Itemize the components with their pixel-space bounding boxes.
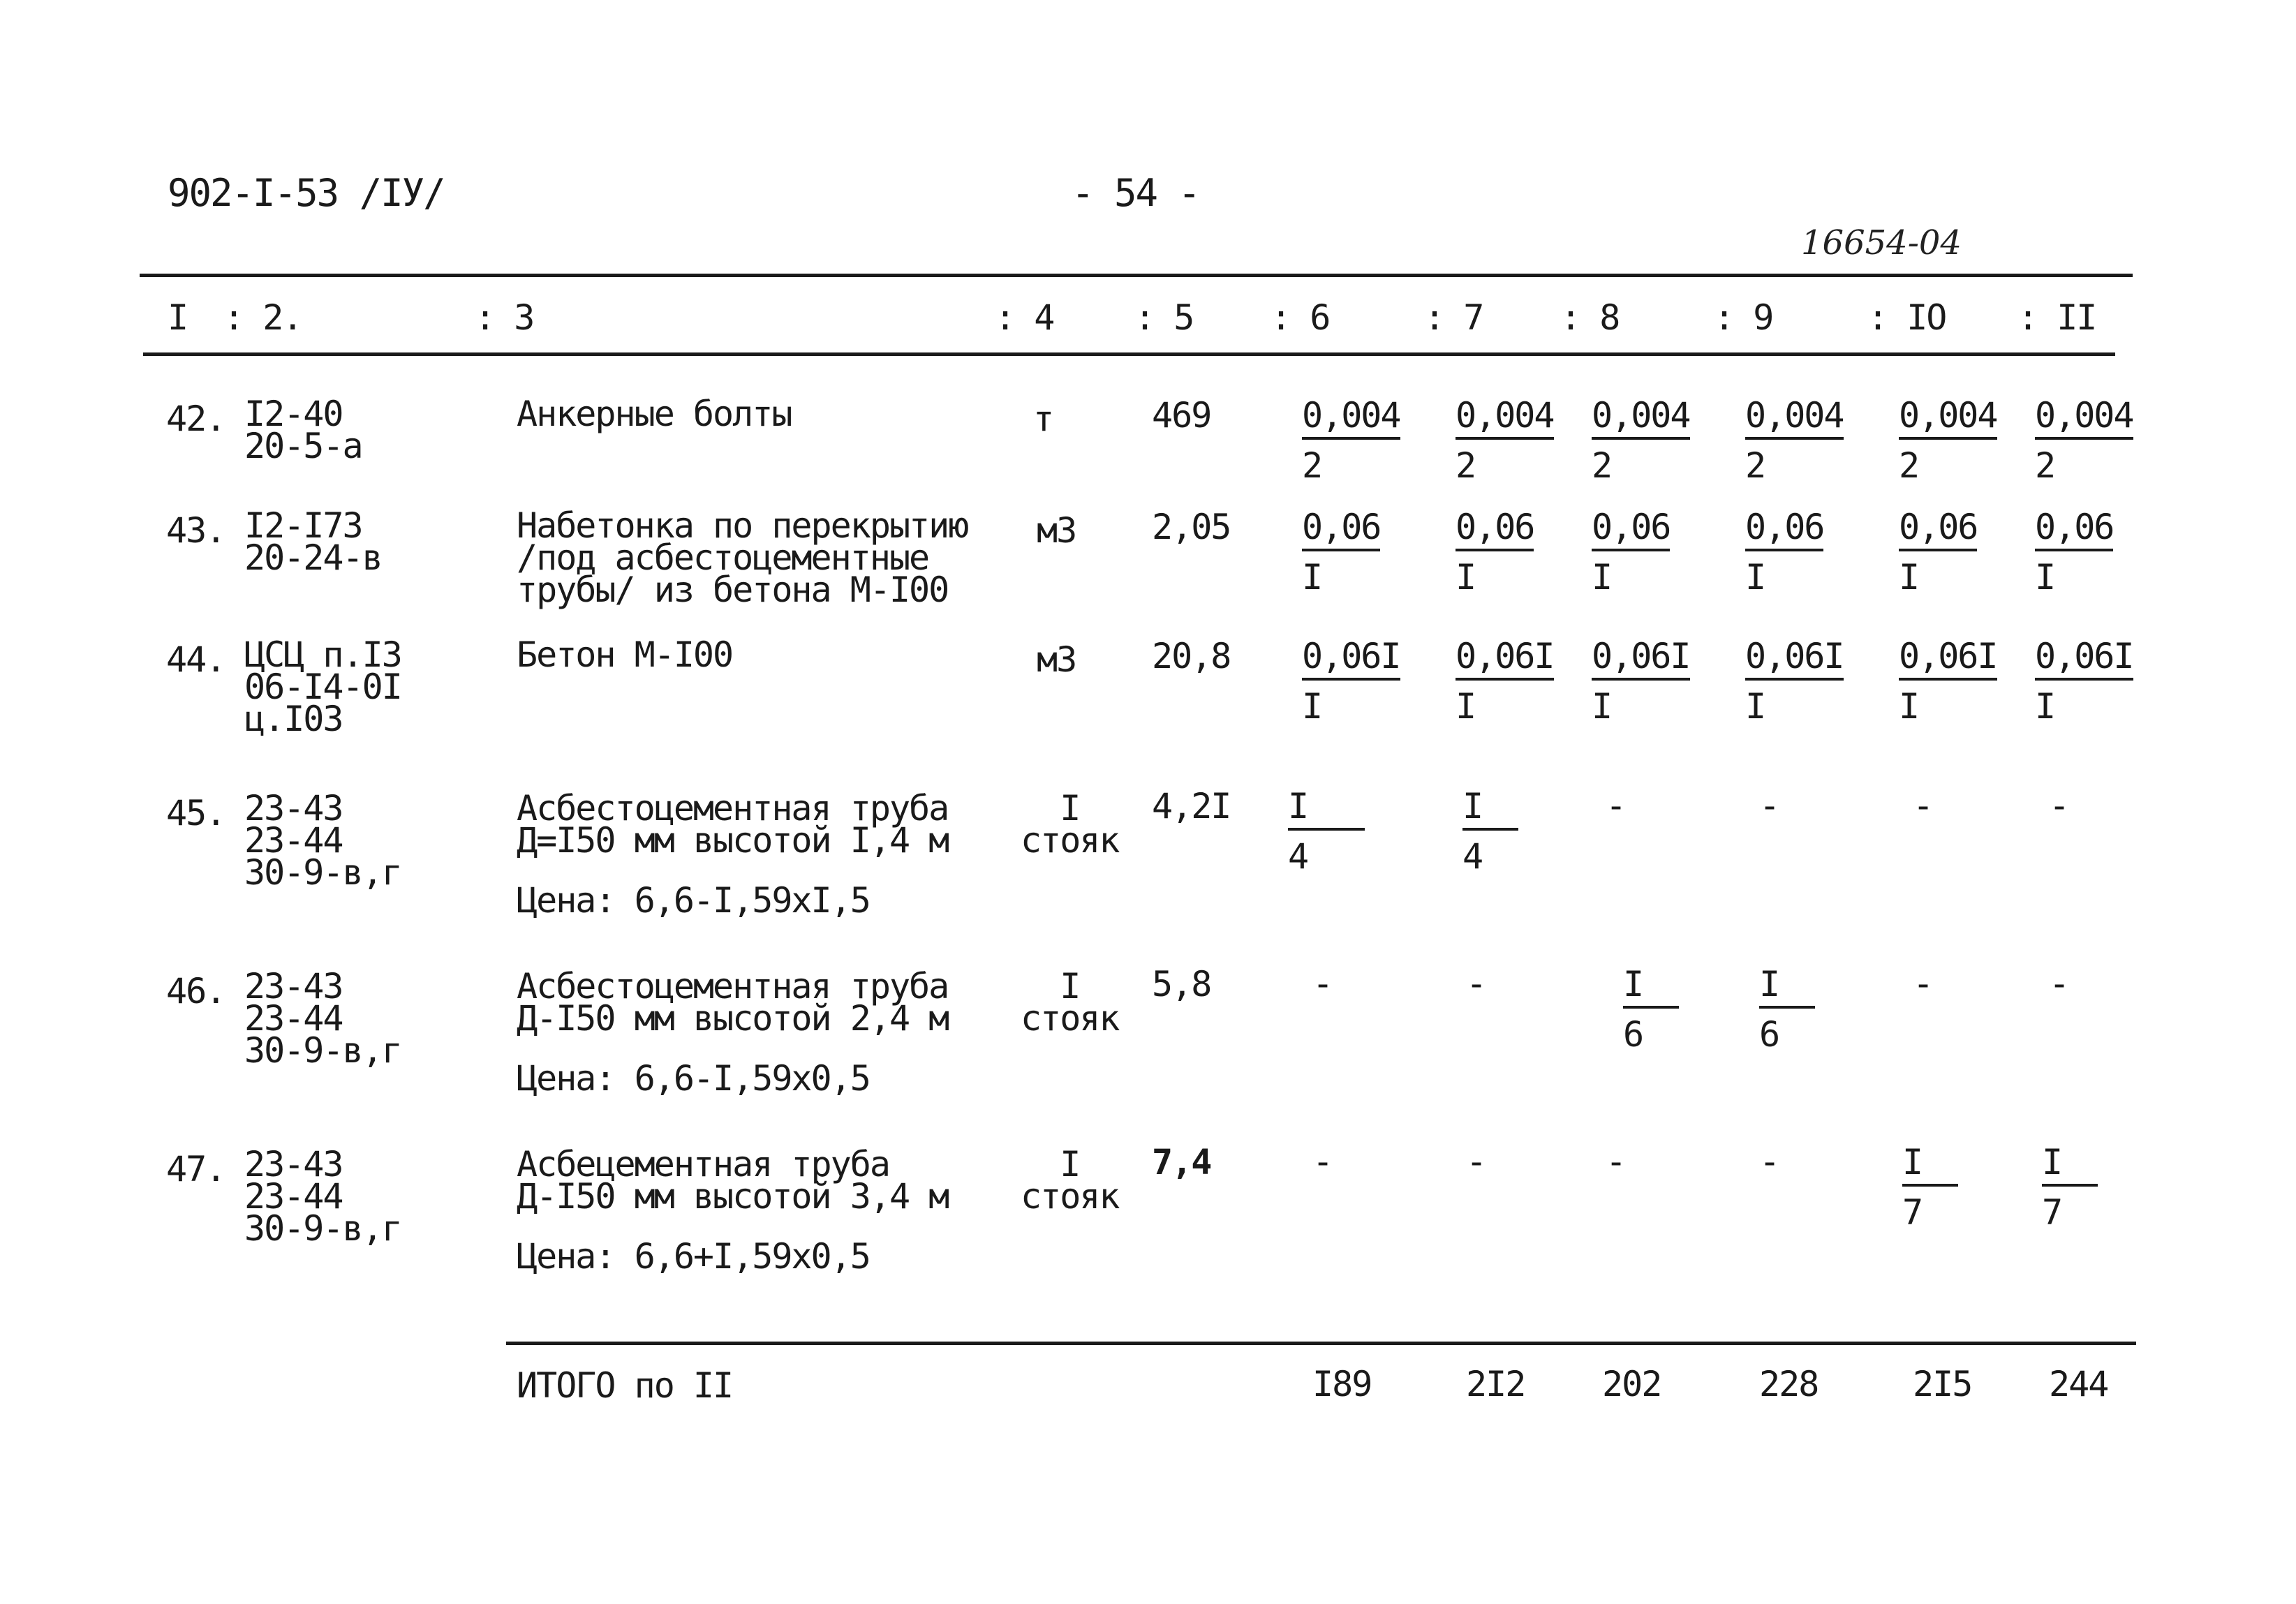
row-price: 5,8 <box>1152 964 1211 1004</box>
row-fraction-10: $\frac{0,004}{2}$ <box>1899 395 1997 486</box>
row-unit: I стояк <box>1021 966 1119 1039</box>
row-fraction-6: $\frac{0,004}{2}$ <box>1302 395 1400 486</box>
col-header-10: : IO <box>1867 297 1946 338</box>
col-header-7: : 7 <box>1424 297 1483 338</box>
row-description: Асбестоцементная труба Д-I50 мм высотой 2,4 м <box>517 966 949 1039</box>
row-dash-9: - <box>1759 1141 1781 1182</box>
row-fraction-8: $\frac{0,06}{I}$ <box>1592 507 1671 597</box>
row-dash-9: - <box>1759 785 1781 826</box>
table-header-rule <box>143 352 2115 356</box>
row-fraction-11: $\frac{I}{7}$ <box>2042 1145 2098 1230</box>
page-number: - 54 - <box>1072 171 1200 215</box>
row-fraction-7: $\frac{0,06}{I}$ <box>1456 507 1534 597</box>
row-price-note: Цена: 6,6+I,59х0,5 <box>517 1236 870 1277</box>
row-fraction-9: $\frac{I}{6}$ <box>1759 967 1815 1052</box>
row-dash-8: - <box>1606 785 1627 826</box>
row-dash-10: - <box>1913 963 1934 1004</box>
col-header-3: : 3 <box>475 297 534 338</box>
row-price-note: Цена: 6,6-I,59хI,5 <box>517 880 870 921</box>
table-top-rule <box>140 274 2133 277</box>
col-header-11: : II <box>2017 297 2096 338</box>
row-fraction-6: $\frac{I}{4}$ <box>1288 789 1365 874</box>
row-price: 20,8 <box>1152 636 1231 676</box>
row-description: Асбецементная труба Д-I50 мм высотой 3,4 м <box>517 1144 949 1217</box>
row-price: 469 <box>1152 395 1211 436</box>
row-fraction-8: $\frac{0,06I}{I}$ <box>1592 636 1690 727</box>
row-unit: I стояк <box>1021 1144 1119 1217</box>
col-header-4: : 4 <box>995 297 1054 338</box>
row-fraction-11: $\frac{0,004}{2}$ <box>2035 395 2133 486</box>
row-description: Анкерные болты <box>517 394 792 434</box>
row-fraction-6: $\frac{0,06I}{I}$ <box>1302 636 1400 727</box>
col-header-1: I <box>168 297 188 338</box>
row-fraction-7: $\frac{I}{4}$ <box>1462 789 1518 874</box>
row-fraction-10: $\frac{0,06}{I}$ <box>1899 507 1978 597</box>
row-fraction-7: $\frac{0,06I}{I}$ <box>1456 636 1554 727</box>
row-fraction-9: $\frac{0,06}{I}$ <box>1745 507 1824 597</box>
total-value-6: I89 <box>1312 1364 1372 1404</box>
row-price: 2,05 <box>1152 507 1231 547</box>
col-header-5: : 5 <box>1134 297 1194 338</box>
total-value-9: 228 <box>1759 1364 1819 1404</box>
row-number: 46. <box>166 971 225 1011</box>
row-dash-6: - <box>1312 963 1334 1004</box>
row-fraction-9: $\frac{0,004}{2}$ <box>1745 395 1844 486</box>
row-fraction-8: $\frac{0,004}{2}$ <box>1592 395 1690 486</box>
row-dash-6: - <box>1312 1141 1334 1182</box>
row-dash-10: - <box>1913 785 1934 826</box>
total-value-10: 2I5 <box>1913 1364 1972 1404</box>
row-fraction-8: $\frac{I}{6}$ <box>1623 967 1679 1052</box>
total-value-7: 2I2 <box>1466 1364 1525 1404</box>
row-reference: I2-I73 20-24-в <box>244 505 382 578</box>
row-fraction-10: $\frac{0,06I}{I}$ <box>1899 636 1997 727</box>
total-value-8: 202 <box>1602 1364 1661 1404</box>
row-reference: 23-43 23-44 30-9-в,г <box>244 966 401 1071</box>
row-description: Бетон М-I00 <box>517 634 733 675</box>
row-dash-7: - <box>1466 1141 1488 1182</box>
row-price: 4,2I <box>1152 786 1231 826</box>
col-header-2: : 2. <box>223 297 302 338</box>
row-description: Набетонка по перекрытию /под асбестоцементные трубы/ из бетона М-I00 <box>517 505 968 610</box>
inventory-number: 16654-04 <box>1801 223 1962 262</box>
row-fraction-10: $\frac{I}{7}$ <box>1902 1145 1958 1230</box>
total-value-11: 244 <box>2049 1364 2108 1404</box>
row-reference: 23-43 23-44 30-9-в,г <box>244 1144 401 1249</box>
row-price: 7,4 <box>1152 1142 1211 1182</box>
row-unit: т <box>1033 399 1053 439</box>
row-reference: ЦСЦ п.I3 06-I4-0I ц.I03 <box>244 634 401 739</box>
row-fraction-6: $\frac{0,06}{I}$ <box>1302 507 1381 597</box>
total-rule <box>506 1342 2136 1345</box>
row-description: Асбестоцементная труба Д=I50 мм высотой I,4 м <box>517 788 949 861</box>
row-dash-11: - <box>2049 785 2071 826</box>
row-reference: 23-43 23-44 30-9-в,г <box>244 788 401 893</box>
row-dash-7: - <box>1466 963 1488 1004</box>
row-number: 47. <box>166 1149 225 1189</box>
total-label: ИТОГО по II <box>517 1365 733 1406</box>
row-unit: м3 <box>1037 510 1076 551</box>
row-price-note: Цена: 6,6-I,59х0,5 <box>517 1058 870 1099</box>
col-header-9: : 9 <box>1714 297 1773 338</box>
row-fraction-9: $\frac{0,06I}{I}$ <box>1745 636 1844 727</box>
row-number: 45. <box>166 793 225 833</box>
row-dash-8: - <box>1606 1141 1627 1182</box>
document-code: 902-I-53 /IУ/ <box>168 171 445 215</box>
row-fraction-7: $\frac{0,004}{2}$ <box>1456 395 1554 486</box>
col-header-6: : 6 <box>1271 297 1330 338</box>
row-reference: I2-40 20-5-а <box>244 394 362 466</box>
row-fraction-11: $\frac{0,06}{I}$ <box>2035 507 2114 597</box>
row-unit: I стояк <box>1021 788 1119 861</box>
row-unit: м3 <box>1037 639 1076 680</box>
row-number: 43. <box>166 510 225 551</box>
col-header-8: : 8 <box>1560 297 1620 338</box>
row-dash-11: - <box>2049 963 2071 1004</box>
row-fraction-11: $\frac{0,06I}{I}$ <box>2035 636 2133 727</box>
row-number: 44. <box>166 639 225 680</box>
row-number: 42. <box>166 399 225 439</box>
